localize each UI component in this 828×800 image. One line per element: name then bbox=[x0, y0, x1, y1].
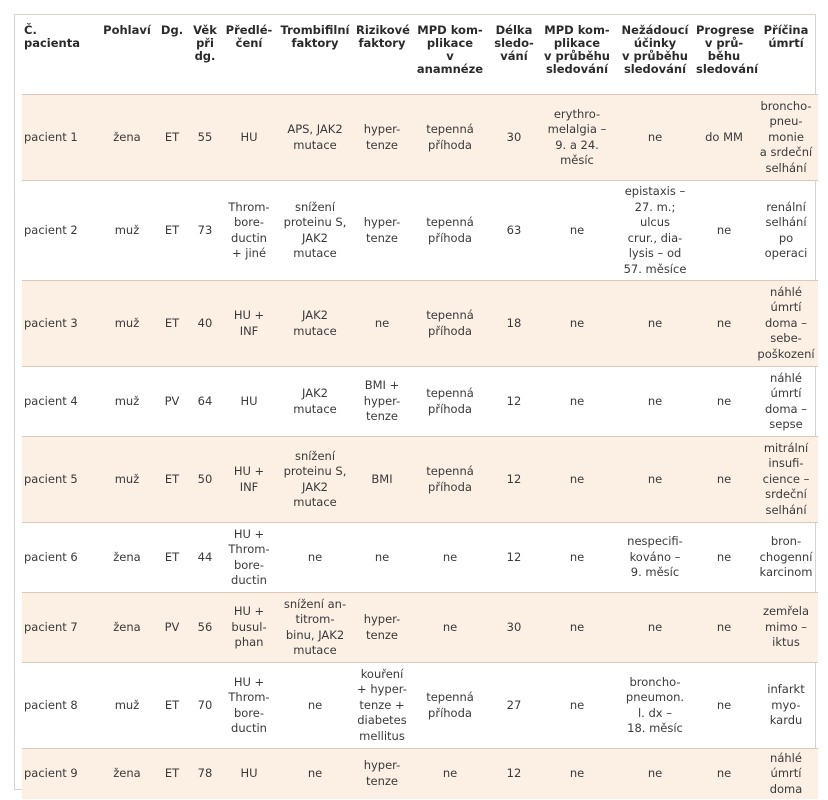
cell-diagnosis bbox=[156, 663, 188, 749]
cell-text: ET bbox=[164, 549, 180, 564]
cell-diagnosis bbox=[156, 523, 188, 593]
table-row bbox=[22, 367, 818, 437]
cell-text: ne bbox=[569, 549, 585, 564]
cell-mpd-history bbox=[410, 749, 490, 799]
table-row bbox=[22, 523, 818, 593]
cell-text: nespecifi- kováno – 9. měsíc bbox=[627, 534, 683, 580]
cell-sex bbox=[98, 281, 156, 367]
cell-follow-up-length bbox=[490, 663, 538, 749]
cell-patient-no bbox=[22, 663, 98, 749]
cell-text: do MM bbox=[705, 129, 743, 144]
table-row bbox=[22, 181, 818, 281]
cell-mpd-history bbox=[410, 95, 490, 181]
header-follow-up-length: Délka sledo- vání bbox=[494, 23, 534, 63]
cell-sex bbox=[98, 749, 156, 799]
cell-text: zemřela mimo – iktus bbox=[762, 604, 810, 650]
cell-adverse-effects bbox=[616, 95, 694, 181]
cell-text: 12 bbox=[506, 393, 522, 408]
cell-text: 73 bbox=[197, 222, 213, 237]
header-pretreatment: Předlé- čení bbox=[225, 23, 273, 50]
cell-text: erythro- melalgia – 9. a 24. měsíc bbox=[547, 106, 607, 167]
cell-text: hyper- tenze bbox=[363, 122, 401, 152]
cell-text: tepenná příhoda bbox=[426, 386, 474, 416]
cell-mpd-during bbox=[538, 281, 616, 367]
cell-thrombophilic-factors bbox=[276, 181, 354, 281]
cell-patient-no bbox=[22, 281, 98, 367]
cell-age bbox=[188, 593, 222, 663]
cell-patient-no bbox=[22, 593, 98, 663]
cell-follow-up-length bbox=[490, 367, 538, 437]
cell-text: broncho- pneu- monie a srdeční selhání bbox=[759, 98, 813, 175]
cell-diagnosis bbox=[156, 593, 188, 663]
cell-thrombophilic-factors bbox=[276, 95, 354, 181]
cell-cause-of-death bbox=[754, 367, 818, 437]
cell-text: snížení proteinu S, JAK2 mutace bbox=[283, 199, 347, 260]
cell-text: HU + INF bbox=[233, 464, 265, 494]
cell-text: BMI bbox=[371, 471, 393, 486]
cell-patient-no bbox=[22, 523, 98, 593]
cell-text: JAK2 mutace bbox=[293, 386, 337, 416]
cell-text: ne bbox=[647, 619, 663, 634]
cell-text: 18 bbox=[506, 315, 522, 330]
cell-text: žena bbox=[113, 129, 141, 144]
cell-mpd-history bbox=[410, 281, 490, 367]
header-age: Věk při dg. bbox=[193, 23, 217, 63]
cell-thrombophilic-factors bbox=[276, 437, 354, 523]
cell-text: 50 bbox=[197, 471, 213, 486]
table-row bbox=[22, 281, 818, 367]
cell-text: ne bbox=[569, 393, 585, 408]
cell-mpd-during bbox=[538, 749, 616, 799]
patients-table bbox=[22, 20, 818, 799]
cell-text: ne bbox=[442, 549, 458, 564]
header-risk-factors: Rizikové faktory bbox=[356, 23, 410, 50]
cell-text: HU + Throm- bore- ductin bbox=[228, 674, 270, 735]
cell-pretreatment bbox=[222, 281, 276, 367]
cell-text: pacient 7 bbox=[24, 619, 78, 634]
cell-text: HU + INF bbox=[233, 308, 265, 338]
cell-risk-factors bbox=[354, 367, 410, 437]
cell-text: ne bbox=[442, 766, 458, 780]
table-row bbox=[22, 593, 818, 663]
cell-text: 56 bbox=[197, 619, 213, 634]
header-thrombophilic-factors: Trombifilní faktory bbox=[280, 23, 350, 50]
cell-follow-up-length bbox=[490, 749, 538, 799]
table-row bbox=[22, 663, 818, 749]
cell-pretreatment bbox=[222, 663, 276, 749]
table-body bbox=[22, 95, 818, 799]
cell-text: epistaxis – 27. m.; ulcus crur., dia- lysis – od 57. měsíce bbox=[623, 184, 687, 276]
cell-text: hyper- tenze bbox=[363, 758, 401, 788]
cell-text: pacient 4 bbox=[24, 393, 78, 408]
cell-text: broncho- pneumon. l. dx – 18. měsíc bbox=[625, 674, 685, 735]
cell-sex bbox=[98, 367, 156, 437]
cell-age bbox=[188, 523, 222, 593]
cell-text: tepenná příhoda bbox=[426, 122, 474, 152]
cell-text: ne bbox=[716, 766, 732, 780]
cell-patient-no bbox=[22, 749, 98, 799]
cell-text: ne bbox=[569, 315, 585, 330]
cell-pretreatment bbox=[222, 95, 276, 181]
cell-adverse-effects bbox=[616, 523, 694, 593]
cell-thrombophilic-factors bbox=[276, 367, 354, 437]
cell-age bbox=[188, 181, 222, 281]
cell-text: HU + Throm- bore- ductin bbox=[228, 526, 270, 587]
cell-text: ne bbox=[716, 471, 732, 486]
cell-text: bron- chogenní karcinom bbox=[759, 534, 813, 580]
cell-text: 64 bbox=[197, 393, 213, 408]
cell-age bbox=[188, 367, 222, 437]
cell-mpd-during bbox=[538, 181, 616, 281]
cell-progression bbox=[694, 437, 754, 523]
cell-adverse-effects bbox=[616, 749, 694, 799]
cell-adverse-effects bbox=[616, 181, 694, 281]
cell-text: 12 bbox=[506, 549, 522, 564]
cell-risk-factors bbox=[354, 663, 410, 749]
cell-progression bbox=[694, 281, 754, 367]
cell-text: ne bbox=[307, 766, 323, 780]
header-progression: Progrese v prů- běhu sledování bbox=[696, 23, 759, 76]
header-diagnosis: Dg. bbox=[160, 23, 184, 37]
cell-text: pacient 9 bbox=[24, 766, 78, 780]
cell-text: ne bbox=[716, 315, 732, 330]
cell-mpd-history bbox=[410, 523, 490, 593]
cell-cause-of-death bbox=[754, 593, 818, 663]
cell-age bbox=[188, 749, 222, 799]
cell-text: 44 bbox=[197, 549, 213, 564]
cell-text: ne bbox=[716, 619, 732, 634]
cell-thrombophilic-factors bbox=[276, 749, 354, 799]
cell-text: BMI + hyper- tenze bbox=[363, 378, 401, 424]
cell-text: ne bbox=[374, 315, 390, 330]
cell-text: žena bbox=[113, 549, 141, 564]
cell-text: pacient 1 bbox=[24, 129, 78, 144]
cell-risk-factors bbox=[354, 281, 410, 367]
cell-follow-up-length bbox=[490, 95, 538, 181]
cell-text: ET bbox=[164, 766, 180, 780]
cell-mpd-during bbox=[538, 663, 616, 749]
cell-text: tepenná příhoda bbox=[426, 464, 474, 494]
cell-patient-no bbox=[22, 95, 98, 181]
cell-text: ne bbox=[442, 619, 458, 634]
cell-text: 27 bbox=[506, 697, 522, 712]
cell-pretreatment bbox=[222, 367, 276, 437]
cell-diagnosis bbox=[156, 181, 188, 281]
cell-risk-factors bbox=[354, 437, 410, 523]
cell-text: HU bbox=[240, 393, 258, 408]
cell-follow-up-length bbox=[490, 181, 538, 281]
cell-text: ne bbox=[716, 222, 732, 237]
cell-risk-factors bbox=[354, 593, 410, 663]
cell-text: hyper- tenze bbox=[363, 612, 401, 642]
cell-cause-of-death bbox=[754, 281, 818, 367]
cell-cause-of-death bbox=[754, 523, 818, 593]
cell-patient-no bbox=[22, 367, 98, 437]
cell-text: ne bbox=[647, 766, 663, 780]
cell-mpd-history bbox=[410, 663, 490, 749]
cell-text: 12 bbox=[506, 766, 522, 780]
cell-diagnosis bbox=[156, 367, 188, 437]
cell-mpd-history bbox=[410, 181, 490, 281]
cell-text: snížení an- titrom- binu, JAK2 mutace bbox=[283, 596, 347, 657]
cell-text: 78 bbox=[197, 766, 213, 780]
cell-text: ne bbox=[374, 549, 390, 564]
cell-thrombophilic-factors bbox=[276, 593, 354, 663]
cell-text: ne bbox=[647, 393, 663, 408]
cell-mpd-during bbox=[538, 593, 616, 663]
cell-text: ne bbox=[647, 471, 663, 486]
cell-text: pacient 5 bbox=[24, 471, 78, 486]
cell-text: ne bbox=[569, 222, 585, 237]
cell-text: pacient 2 bbox=[24, 222, 78, 237]
table-row bbox=[22, 95, 818, 181]
cell-text: náhlé úmrtí doma – sepse bbox=[765, 370, 807, 431]
cell-text: žena bbox=[113, 766, 141, 780]
cell-mpd-during bbox=[538, 437, 616, 523]
cell-mpd-history bbox=[410, 437, 490, 523]
cell-text: 30 bbox=[506, 619, 522, 634]
cell-text: HU + busul- phan bbox=[231, 604, 267, 650]
cell-mpd-history bbox=[410, 367, 490, 437]
cell-text: renální selhání po operaci bbox=[764, 199, 808, 260]
cell-text: muž bbox=[114, 393, 140, 408]
cell-progression bbox=[694, 749, 754, 799]
cell-progression bbox=[694, 593, 754, 663]
cell-patient-no bbox=[22, 181, 98, 281]
cell-text: ne bbox=[716, 393, 732, 408]
cell-age bbox=[188, 281, 222, 367]
cell-diagnosis bbox=[156, 749, 188, 799]
cell-thrombophilic-factors bbox=[276, 663, 354, 749]
cell-patient-no bbox=[22, 437, 98, 523]
cell-sex bbox=[98, 95, 156, 181]
header-row bbox=[22, 20, 818, 95]
cell-age bbox=[188, 663, 222, 749]
cell-text: JAK2 mutace bbox=[293, 308, 337, 338]
cell-mpd-during bbox=[538, 367, 616, 437]
cell-text: muž bbox=[114, 315, 140, 330]
cell-text: ET bbox=[164, 697, 180, 712]
cell-progression bbox=[694, 523, 754, 593]
cell-progression bbox=[694, 367, 754, 437]
cell-text: ne bbox=[569, 697, 585, 712]
cell-diagnosis bbox=[156, 437, 188, 523]
cell-text: ne bbox=[569, 471, 585, 486]
cell-sex bbox=[98, 181, 156, 281]
cell-text: mitrální insufi- cience – srdeční selhání bbox=[762, 440, 810, 517]
cell-text: 40 bbox=[197, 315, 213, 330]
cell-text: HU bbox=[240, 129, 258, 144]
cell-adverse-effects bbox=[616, 367, 694, 437]
cell-text: ET bbox=[164, 129, 180, 144]
cell-text: žena bbox=[113, 619, 141, 634]
header-mpd-history: MPD kom- plikace v anamnéze bbox=[416, 23, 484, 76]
cell-cause-of-death bbox=[754, 437, 818, 523]
cell-diagnosis bbox=[156, 281, 188, 367]
cell-text: tepenná příhoda bbox=[426, 308, 474, 338]
cell-text: tepenná příhoda bbox=[426, 690, 474, 720]
header-sex: Pohlaví bbox=[103, 23, 151, 37]
cell-text: pacient 3 bbox=[24, 315, 78, 330]
cell-text: kouření + hyper- tenze + diabetes mellitus bbox=[357, 666, 407, 743]
cell-text: tepenná příhoda bbox=[426, 215, 474, 245]
cell-follow-up-length bbox=[490, 593, 538, 663]
cell-adverse-effects bbox=[616, 281, 694, 367]
cell-text: muž bbox=[114, 697, 140, 712]
cell-sex bbox=[98, 663, 156, 749]
cell-text: ne bbox=[647, 129, 663, 144]
cell-risk-factors bbox=[354, 749, 410, 799]
cell-progression bbox=[694, 181, 754, 281]
cell-pretreatment bbox=[222, 181, 276, 281]
table-row bbox=[22, 437, 818, 523]
cell-text: náhlé úmrtí doma bbox=[769, 750, 803, 796]
cell-cause-of-death bbox=[754, 95, 818, 181]
cell-text: 55 bbox=[197, 129, 213, 144]
cell-text: PV bbox=[164, 619, 180, 634]
cell-pretreatment bbox=[222, 523, 276, 593]
cell-text: ET bbox=[164, 471, 180, 486]
cell-sex bbox=[98, 593, 156, 663]
header-mpd-during: MPD kom- plikace v průběhu sledování bbox=[544, 23, 610, 76]
cell-text: ne bbox=[569, 766, 585, 780]
cell-text: ne bbox=[569, 619, 585, 634]
cell-text: ne bbox=[307, 549, 323, 564]
cell-adverse-effects bbox=[616, 437, 694, 523]
cell-adverse-effects bbox=[616, 593, 694, 663]
cell-text: ET bbox=[164, 222, 180, 237]
cell-sex bbox=[98, 523, 156, 593]
cell-progression bbox=[694, 95, 754, 181]
cell-age bbox=[188, 437, 222, 523]
cell-text: náhlé úmrtí doma – sebe- poškození bbox=[757, 284, 815, 361]
header-cause-of-death: Příčina úmrtí bbox=[763, 23, 809, 50]
cell-follow-up-length bbox=[490, 523, 538, 593]
cell-risk-factors bbox=[354, 95, 410, 181]
cell-text: 70 bbox=[197, 697, 213, 712]
cell-text: HU bbox=[240, 766, 258, 780]
cell-mpd-history bbox=[410, 593, 490, 663]
header-adverse-effects: Nežádoucí účinky v průběhu sledování bbox=[621, 23, 689, 76]
cell-cause-of-death bbox=[754, 181, 818, 281]
cell-mpd-during bbox=[538, 95, 616, 181]
cell-text: ne bbox=[647, 315, 663, 330]
cell-text: pacient 6 bbox=[24, 549, 78, 564]
cell-text: PV bbox=[164, 393, 180, 408]
cell-text: muž bbox=[114, 471, 140, 486]
cell-text: ne bbox=[307, 697, 323, 712]
table-row bbox=[22, 749, 818, 799]
cell-text: infarkt myo- kardu bbox=[767, 682, 805, 728]
cell-mpd-during bbox=[538, 523, 616, 593]
cell-text: APS, JAK2 mutace bbox=[287, 122, 343, 152]
cell-pretreatment bbox=[222, 437, 276, 523]
cell-text: ET bbox=[164, 315, 180, 330]
cell-text: ne bbox=[716, 549, 732, 564]
table-header bbox=[22, 20, 818, 95]
cell-pretreatment bbox=[222, 749, 276, 799]
cell-text: 12 bbox=[506, 471, 522, 486]
cell-follow-up-length bbox=[490, 437, 538, 523]
cell-text: 30 bbox=[506, 129, 522, 144]
cell-sex bbox=[98, 437, 156, 523]
header-patient-no: Č. pacienta bbox=[24, 23, 80, 50]
cell-progression bbox=[694, 663, 754, 749]
cell-age bbox=[188, 95, 222, 181]
cell-text: snížení proteinu S, JAK2 mutace bbox=[283, 448, 347, 509]
cell-risk-factors bbox=[354, 181, 410, 281]
cell-diagnosis bbox=[156, 95, 188, 181]
cell-follow-up-length bbox=[490, 281, 538, 367]
cell-thrombophilic-factors bbox=[276, 523, 354, 593]
cell-pretreatment bbox=[222, 593, 276, 663]
cell-text: pacient 8 bbox=[24, 697, 78, 712]
cell-cause-of-death bbox=[754, 663, 818, 749]
cell-cause-of-death bbox=[754, 749, 818, 799]
cell-text: 63 bbox=[506, 222, 522, 237]
cell-thrombophilic-factors bbox=[276, 281, 354, 367]
cell-text: ne bbox=[716, 697, 732, 712]
cell-adverse-effects bbox=[616, 663, 694, 749]
cell-risk-factors bbox=[354, 523, 410, 593]
cell-text: muž bbox=[114, 222, 140, 237]
cell-text: hyper- tenze bbox=[363, 215, 401, 245]
cell-text: Throm- bore- ductin + jiné bbox=[228, 199, 270, 260]
